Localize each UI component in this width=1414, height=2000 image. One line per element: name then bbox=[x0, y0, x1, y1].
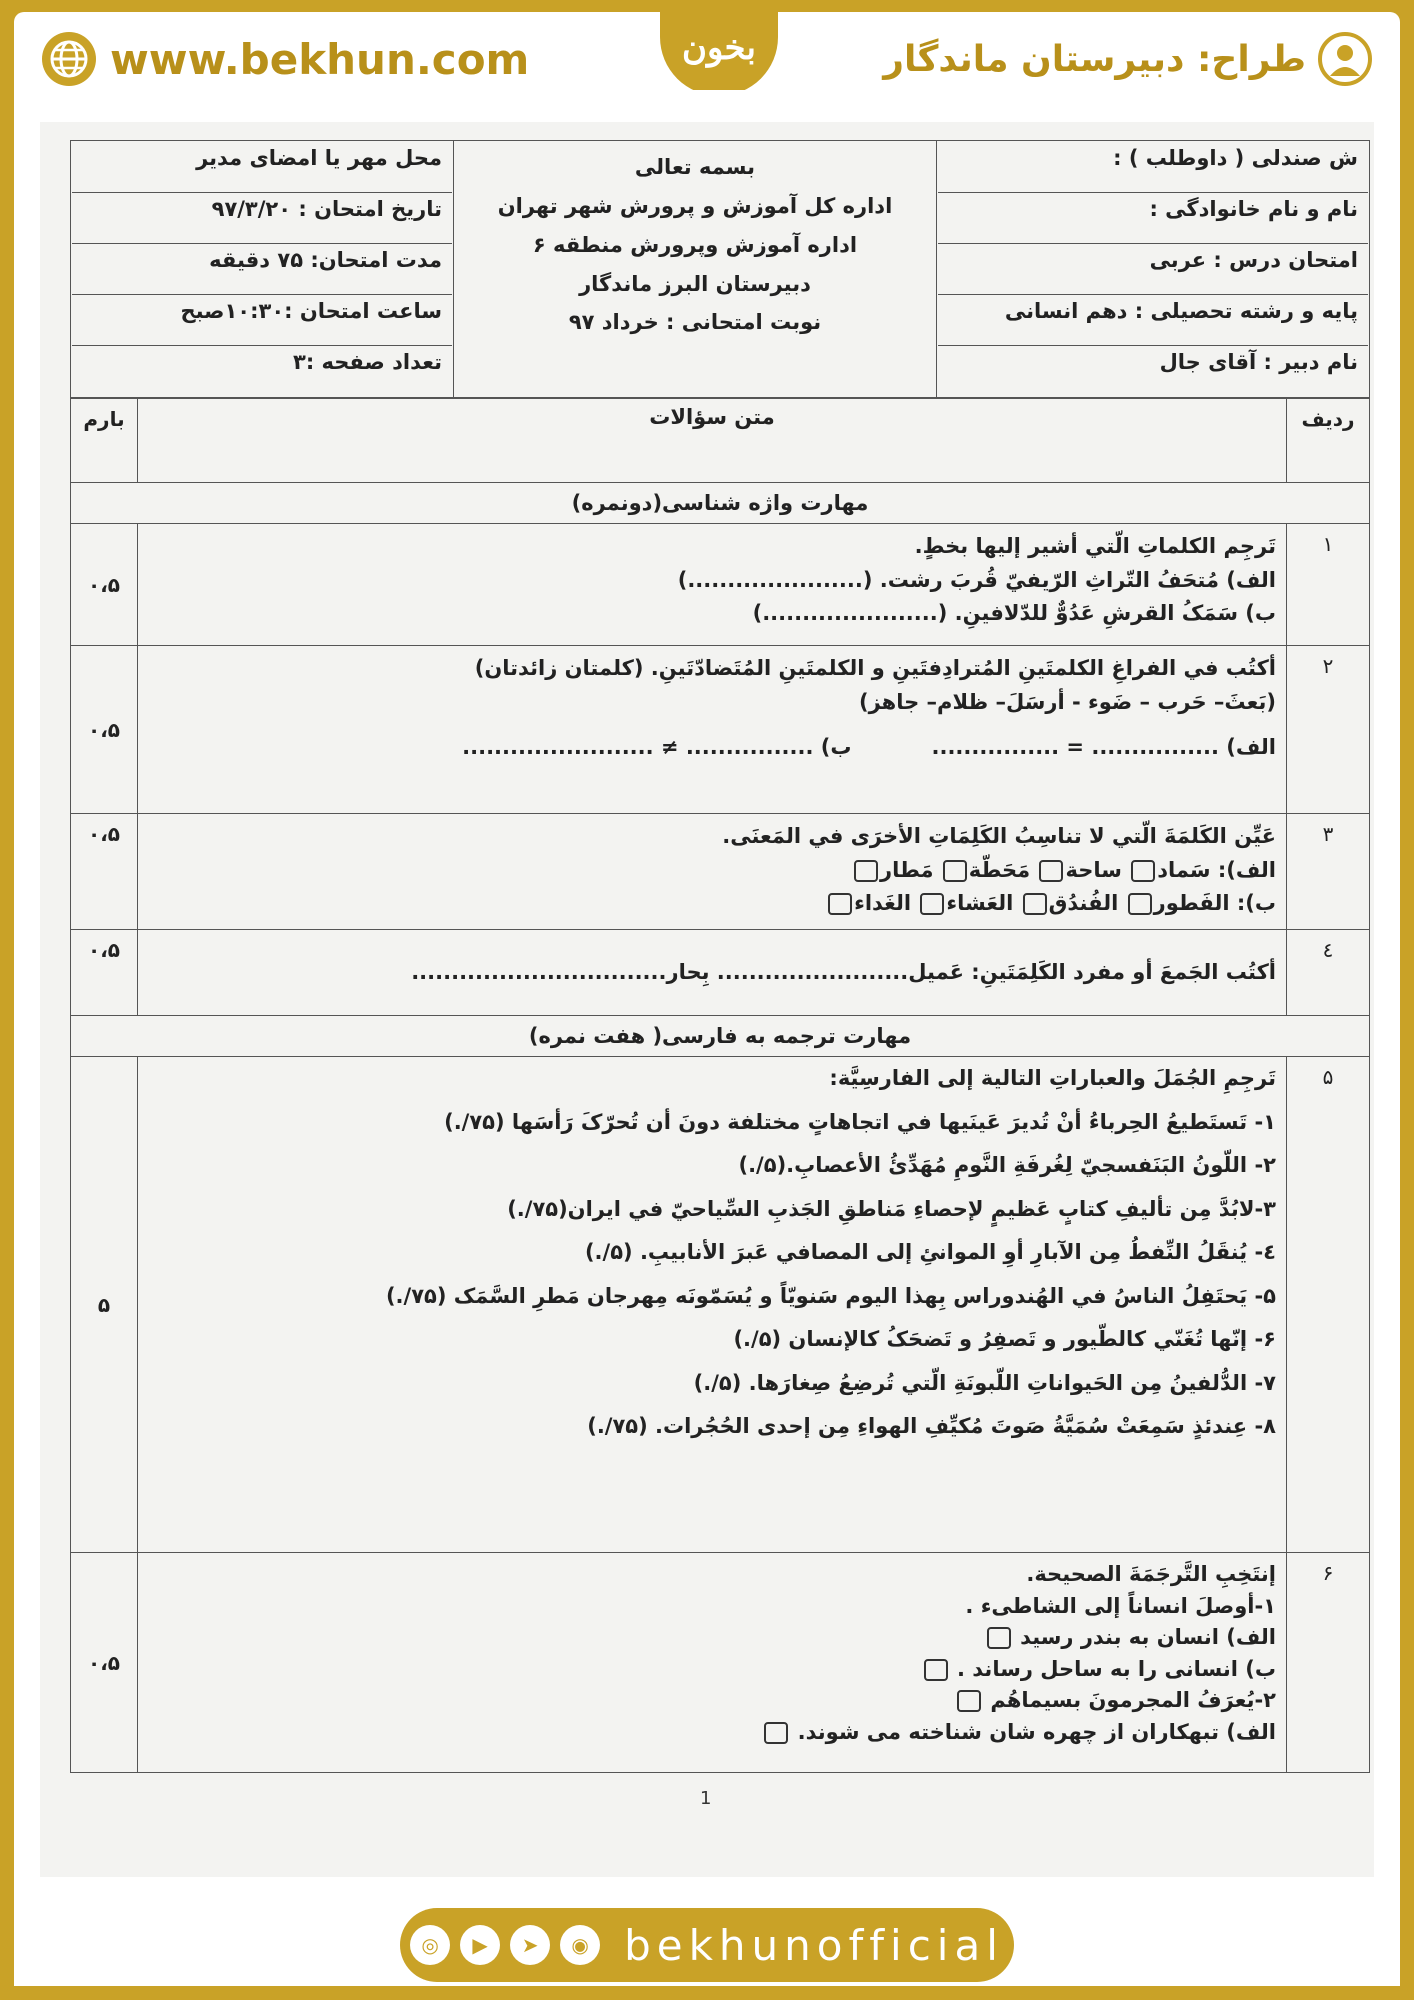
question-line: ب) سَمَکُ القرشِ عَدُوٌّ للدّلافینِ. (......................) bbox=[752, 601, 1276, 626]
question-title: عَیِّن الکَلمَةَ الّتي لا تناسِبُ الکَلِمَاتِ الأخرَی في المَعنَی. bbox=[722, 824, 1276, 848]
checkbox[interactable] bbox=[764, 1722, 788, 1744]
word-bank: (بَعثَ– حَرب – ضَوء - أرسَلَ– ظلام– جاهز) bbox=[859, 689, 1276, 714]
checkbox[interactable] bbox=[957, 1690, 981, 1712]
option-label: ساحة bbox=[1065, 857, 1122, 882]
exam-sheet bbox=[70, 140, 1370, 1773]
youtube-icon[interactable]: ▶ bbox=[460, 1925, 500, 1965]
student-name: نام و نام خانوادگی : bbox=[938, 192, 1368, 243]
sentence-line: ۶- إنّها تُغَنّي کالطّیور و تَصفِرُ و تَضحَکُ کالإنسان (۵/.) bbox=[733, 1327, 1276, 1351]
question-score: ۰،۵ bbox=[71, 930, 138, 1016]
page-count: تعداد صفحه :۳ bbox=[72, 345, 452, 396]
synonym-blank[interactable]: الف) ................ = ................ bbox=[931, 735, 1276, 760]
option-label: سَماد bbox=[1157, 857, 1211, 882]
question-row bbox=[71, 1553, 1370, 1773]
designer-label: طراح: دبیرستان ماندگار bbox=[883, 38, 1306, 80]
sentence-line: ۲- اللّونُ البَنَفسجيّ لِغُرفَةِ النَّومِ مُهَدِّئُ الأعصابِ.(۵/.) bbox=[738, 1153, 1276, 1177]
question-title: تَرجِمِ الجُمَلَ والعباراتِ التالیة إلی الفارسِیَّة: bbox=[829, 1066, 1276, 1090]
checkbox[interactable] bbox=[924, 1659, 948, 1681]
sentence-line: ٤- یُنقَلُ النِّفطُ مِن الآبارِ أوِ الموانئِ إلی المصافي عَبرَ الأنابیبِ. (۵/.) bbox=[584, 1240, 1276, 1264]
question-score: ۵ bbox=[71, 1057, 138, 1553]
option-group-label: ب): bbox=[1236, 891, 1276, 916]
section-translation: مهارت ترجمه به فارسی( هفت نمره) bbox=[71, 1016, 1370, 1057]
checkbox[interactable] bbox=[828, 893, 852, 915]
option-group-label: الف): bbox=[1217, 857, 1276, 882]
question-row bbox=[71, 814, 1370, 930]
col-score: بارم bbox=[71, 399, 138, 483]
question-score: ۰،۵ bbox=[71, 814, 138, 930]
question-number: ۲ bbox=[1287, 646, 1370, 814]
question-line: الف) مُتحَفُ التّراثِ الرّیفيّ قُربَ رشت. (......................) bbox=[677, 567, 1276, 592]
checkbox[interactable] bbox=[920, 893, 944, 915]
bismillah: بسمه تعالی bbox=[634, 155, 756, 179]
page-number: 1 bbox=[700, 1788, 712, 1809]
subject: امتحان درس : عربی bbox=[938, 243, 1368, 294]
section-vocab: مهارت واژه شناسی(دونمره) bbox=[71, 483, 1370, 524]
site-url[interactable]: www.bekhun.com bbox=[110, 34, 530, 84]
option-label: الفُندُق bbox=[1048, 891, 1119, 916]
question-number: ٤ bbox=[1287, 930, 1370, 1016]
telegram-icon[interactable]: ➤ bbox=[510, 1925, 550, 1965]
exam-time: ساعت امتحان :۱۰:۳۰صبح bbox=[72, 294, 452, 345]
checkbox[interactable] bbox=[943, 860, 967, 882]
question-row bbox=[71, 646, 1370, 814]
option-label: الغَداء bbox=[854, 891, 912, 916]
question-number: ۳ bbox=[1287, 814, 1370, 930]
sentence-line: ۷- الدُّلفینُ مِن الحَیواناتِ اللّبونَةِ الّتي تُرضِعُ صِغارَها. (۵/.) bbox=[693, 1370, 1276, 1395]
exam-duration: مدت امتحان: ۷۵ دقیقه bbox=[72, 243, 452, 294]
teacher: نام دبیر : آقای جال bbox=[938, 345, 1368, 396]
question-title: إنتَخِبِ التَّرجَمَةَ الصحیحة. bbox=[1026, 1562, 1276, 1586]
sentence-line: ۳-لابُدَّ مِن تألیفِ کتابٍ عَظیمٍ لإحصاءِ مَناطقِ الجَذبِ السِّیاحيّ في ایران(۷۵/.) bbox=[507, 1196, 1276, 1221]
questions-table bbox=[70, 398, 1370, 1773]
school-name: دبیرستان البرز ماندگار bbox=[579, 271, 811, 296]
sub-question: ۱-أوصلَ انساناً إلی الشاطیء . bbox=[965, 1593, 1276, 1618]
checkbox[interactable] bbox=[1128, 893, 1152, 915]
question-number: ۱ bbox=[1287, 524, 1370, 646]
question-score: ۰،۵ bbox=[71, 1553, 138, 1773]
dept-general: اداره کل آموزش و پرورش شهر تهران bbox=[497, 193, 893, 218]
checkbox[interactable] bbox=[854, 860, 878, 882]
question-row bbox=[71, 1057, 1370, 1553]
seat-number: ش صندلی ( داوطلب ) : bbox=[1113, 146, 1358, 170]
instagram-icon[interactable]: ◉ bbox=[560, 1925, 600, 1965]
question-number: ۵ bbox=[1287, 1057, 1370, 1553]
col-row: ردیف bbox=[1287, 399, 1370, 483]
choice-label: الف) تبهکاران از چهره شان شناخته می شوند. bbox=[797, 1719, 1276, 1744]
globe-icon bbox=[42, 32, 96, 86]
dept-region: اداره آموزش وپرورش منطقه ۶ bbox=[532, 232, 858, 257]
exam-term: نوبت امتحانی : خرداد ۹۷ bbox=[568, 310, 822, 335]
choice-label: الف) انسان به بندر رسید bbox=[1020, 1625, 1276, 1649]
col-text: متن سؤالات bbox=[138, 399, 1287, 483]
option-label: مَطار bbox=[880, 857, 934, 882]
sentence-line: ۱- تَستَطیعُ الحِرباءُ أنْ تُدیرَ عَینَیها في اتجاهاتٍ مختلفة دونَ أن تُحرّکَ رَأسَها (۷۵/.) bbox=[444, 1109, 1276, 1134]
designer bbox=[883, 32, 1372, 86]
choice-label: ب) انسانی را به ساحل رساند . bbox=[957, 1656, 1276, 1681]
option-label: الفَطور bbox=[1153, 891, 1230, 916]
question-score: ۰،۵ bbox=[71, 524, 138, 646]
aparat-icon[interactable]: ◎ bbox=[410, 1925, 450, 1965]
question-title: أکتُب في الفراغِ الکلمتَینِ المُترادِفتَینِ و الکلمتَینِ المُتَضادّتَینِ. (کلمتان زائدتان) bbox=[474, 656, 1276, 680]
question-score: ۰،۵ bbox=[71, 646, 138, 814]
grade-field: پایه و رشته تحصیلی : دهم انسانی bbox=[938, 294, 1368, 345]
site-link[interactable] bbox=[42, 32, 529, 86]
exam-header-table bbox=[70, 140, 1370, 398]
exam-date: تاریخ امتحان : ۹۷/۳/۲۰ bbox=[72, 192, 452, 243]
sentence-line: ۵- یَحتَفِلُ الناسُ في الهُندوراس بِهذا الیوم سَنویّاً و یُسَمّونَه مِهرجان مَطرِ السَّمَک (۷۵/.) bbox=[385, 1283, 1276, 1308]
sentence-line: ۸- عِندئذٍ سَمِعَتْ سُمَیَّةُ صَوتَ مُکیِّفِ الهواءِ مِن إحدی الحُجُرات. (۷۵/.) bbox=[587, 1414, 1276, 1438]
question-row bbox=[71, 930, 1370, 1016]
checkbox[interactable] bbox=[987, 1627, 1011, 1649]
social-handle[interactable]: bekhunofficial bbox=[624, 1920, 1004, 1970]
checkbox[interactable] bbox=[1023, 893, 1047, 915]
question-title: تَرجِم الکلماتِ الّتي أشیر إلیها بخطٍ. bbox=[914, 534, 1276, 558]
principal-stamp: محل مهر یا امضای مدیر bbox=[196, 146, 442, 170]
antonym-blank[interactable]: ب) ................ ≠ ........................ bbox=[462, 735, 852, 760]
checkbox[interactable] bbox=[1131, 860, 1155, 882]
question-row bbox=[71, 524, 1370, 646]
option-label: مَحَطّة bbox=[968, 857, 1031, 882]
question-number: ۶ bbox=[1287, 1553, 1370, 1773]
checkbox[interactable] bbox=[1039, 860, 1063, 882]
question-title: أکتُب الجَمعَ أو مفرد الکَلِمَتَینِ: عَمیل........................ بِحار................................ bbox=[138, 930, 1287, 1016]
sub-question: ۲-یُعرَفُ المجرمونَ بسیماهُم bbox=[990, 1688, 1276, 1712]
brand-logo: بخون bbox=[660, 0, 778, 96]
user-icon bbox=[1318, 32, 1372, 86]
option-label: العَشاء bbox=[946, 891, 1014, 916]
social-footer bbox=[400, 1908, 1014, 1982]
